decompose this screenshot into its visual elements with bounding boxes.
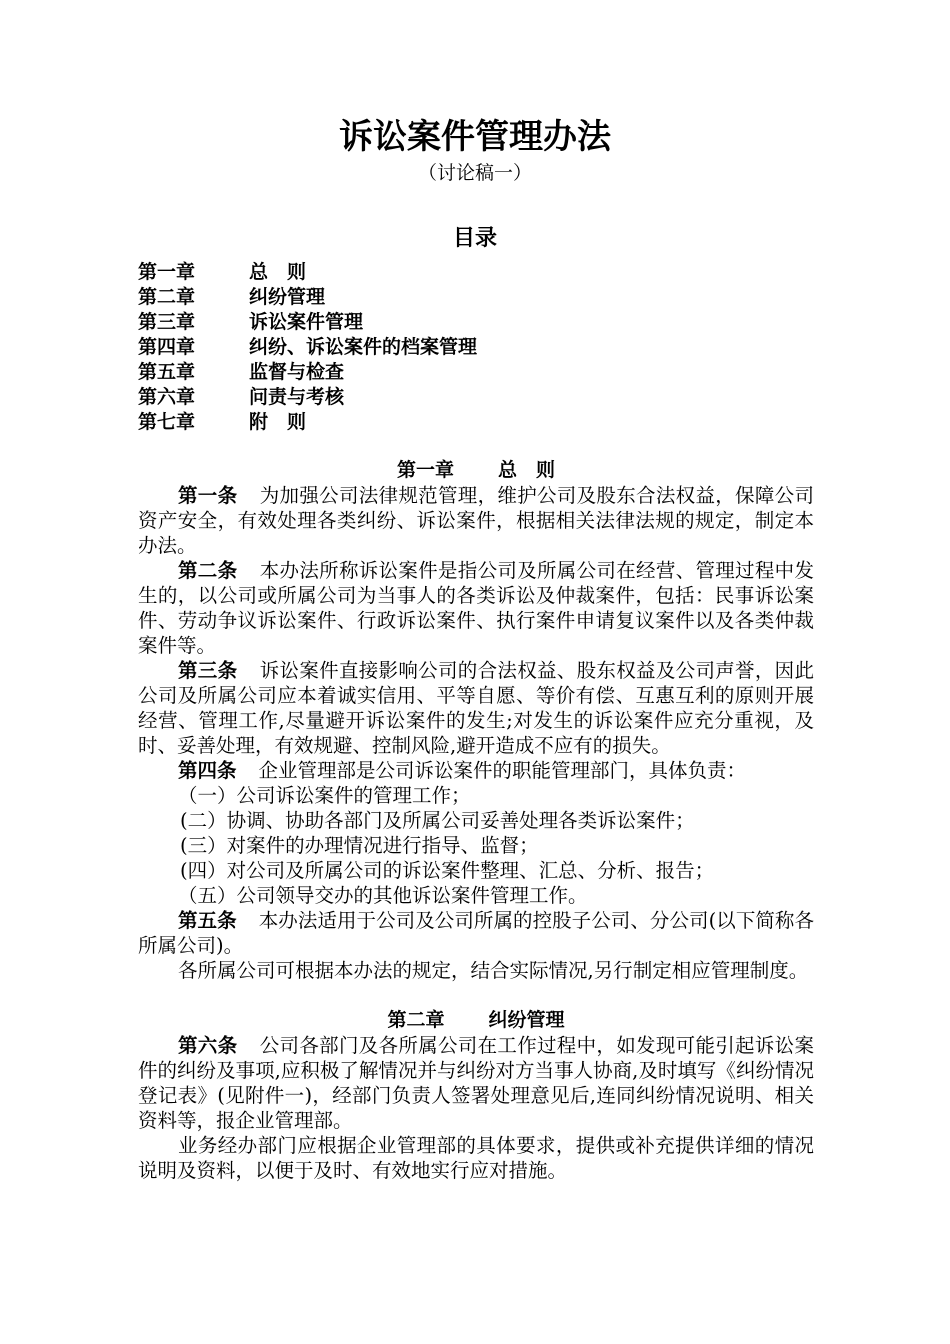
- toc-item: [138, 310, 818, 335]
- toc-item-title: 诉讼案件管理: [249, 311, 364, 333]
- chapter-title: 纠纷管理: [488, 1009, 565, 1031]
- article-label: 第五条: [178, 909, 237, 932]
- toc-item-number: 第六章: [138, 386, 196, 408]
- article-2: [138, 558, 814, 658]
- article-label: 第四条: [178, 759, 237, 782]
- chapter-heading: [138, 458, 814, 483]
- article-label: 第一条: [178, 484, 238, 507]
- article-text: 本办法适用于公司及公司所属的控股子公司、分公司(以下简称各所属公司)。: [138, 909, 814, 957]
- article-1: [138, 483, 814, 558]
- article-4-item: (三）对案件的办理情况进行指导、监督；: [180, 834, 539, 857]
- document-body: [138, 458, 814, 1183]
- toc-item-number: 第一章: [138, 261, 196, 283]
- article-5-extra: 各所属公司可根据本办法的规定，结合实际情况,另行制定相应管理制度。: [178, 959, 809, 982]
- toc-item-title: 纠纷管理: [249, 286, 326, 308]
- article-label: 第六条: [178, 1034, 238, 1057]
- article-text: 企业管理部是公司诉讼案件的职能管理部门，具体负责：: [258, 759, 747, 782]
- toc-item: [138, 410, 818, 435]
- toc-item: [138, 285, 818, 310]
- toc-item-number: 第七章: [138, 411, 196, 433]
- article-4-item: （五）公司领导交办的其他诉讼案件管理工作。: [178, 884, 588, 907]
- toc-item-title: 纠纷、诉讼案件的档案管理: [249, 336, 478, 358]
- chapter-number: 第一章: [396, 459, 454, 481]
- toc-item-number: 第三章: [138, 311, 196, 333]
- toc-item: [138, 385, 818, 410]
- document-title: 诉讼案件管理办法: [339, 117, 611, 157]
- toc-item: [138, 335, 818, 360]
- chapter-number: 第二章: [387, 1009, 445, 1031]
- article-4: [138, 758, 814, 783]
- toc-item-number: 第四章: [138, 336, 196, 358]
- toc-heading: 目录: [452, 226, 497, 251]
- document-subtitle: （讨论稿一）: [417, 162, 532, 184]
- article-4-item: （一）公司诉讼案件的管理工作；: [178, 784, 471, 807]
- toc-item-title: 问责与考核: [249, 386, 345, 408]
- toc-item-title: 附 则: [249, 411, 307, 433]
- article-4-item: (二）协调、协助各部门及所属公司妥善处理各类诉讼案件；: [180, 809, 695, 832]
- toc-item-title: 总 则: [249, 261, 307, 283]
- article-5: [138, 908, 814, 958]
- article-text: 公司各部门及各所属公司在工作过程中，如发现可能引起诉讼案件的纠纷及事项,应积极了解情况并与纠纷对方当事人协商,及时填写《纠纷情况登记表》(见附件一)，经部门负责人签署处理意见后,连同纠纷情况说明、相关资料等，报企业管理部。: [138, 1034, 814, 1132]
- chapter-heading: [138, 1008, 814, 1033]
- article-text: 诉讼案件直接影响公司的合法权益、股东权益及公司声誉，因此公司及所属公司应本着诚实信用、平等自愿、等价有偿、互惠互利的原则开展经营、管理工作,尽量避开诉讼案件的发生;对发生的诉讼案件应充分重视，及时、妥善处理，有效规避、控制风险,避开造成不应有的损失。: [138, 659, 814, 757]
- toc-item-number: 第五章: [138, 361, 196, 383]
- article-label: 第二条: [178, 559, 238, 582]
- table-of-contents: [138, 260, 818, 435]
- toc-item: [138, 360, 818, 385]
- chapter-title: 总 则: [498, 459, 556, 481]
- article-6: [138, 1033, 814, 1133]
- article-6-extra: 业务经办部门应根据企业管理部的具体要求，提供或补充提供详细的情况说明及资料，以便于及时、有效地实行应对措施。: [138, 1134, 814, 1182]
- article-3: [138, 658, 814, 758]
- toc-item-title: 监督与检查: [249, 361, 345, 383]
- article-text: 为加强公司法律规范管理，维护公司及股东合法权益，保障公司资产安全，有效处理各类纠纷、诉讼案件，根据相关法律法规的规定，制定本办法。: [138, 484, 814, 557]
- toc-item: [138, 260, 818, 285]
- article-4-item: (四）对公司及所属公司的诉讼案件整理、汇总、分析、报告；: [180, 859, 715, 882]
- toc-item-number: 第二章: [138, 286, 196, 308]
- article-label: 第三条: [178, 659, 238, 682]
- article-text: 本办法所称诉讼案件是指公司及所属公司在经营、管理过程中发生的，以公司或所属公司为当事人的各类诉讼及仲裁案件，包括：民事诉讼案件、劳动争议诉讼案件、行政诉讼案件、执行案件申请复议案件以及各类仲裁案件等。: [138, 559, 814, 657]
